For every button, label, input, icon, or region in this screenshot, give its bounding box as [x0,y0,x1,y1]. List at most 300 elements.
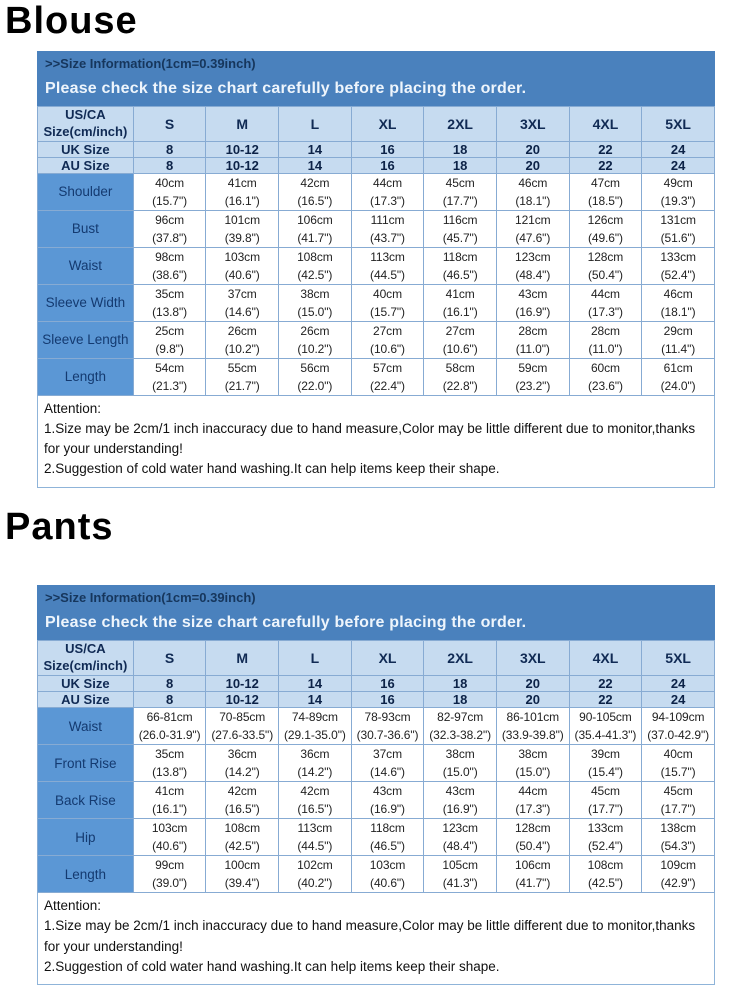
measurement-value [642,247,715,284]
measurement-label: Waist [38,247,134,284]
value-inch: (9.8") [155,341,184,356]
value-cm: 40cm [373,286,402,301]
value-cm: 82-97cm [437,710,484,725]
value-cm: 108cm [297,249,333,264]
value-inch: (46.5") [370,839,405,854]
banner-size-info: >>Size Information(1cm=0.39inch) [45,55,256,71]
measurement-value [496,210,569,247]
value-inch: (33.9-39.8") [501,728,564,743]
measurement-value [279,782,352,819]
value-inch: (47.6") [515,230,551,245]
measurement-row [38,856,715,893]
measurement-value [206,819,279,856]
measurement-value [569,819,642,856]
size-info-banner [37,51,715,106]
measurement-value [206,247,279,284]
measurement-value [133,745,206,782]
measurement-value [569,247,642,284]
value-inch: (23.6") [587,378,623,393]
banner-check-note: Please check the size chart carefully before placing the order. [45,79,527,97]
value-inch: (17.3") [370,193,405,208]
value-cm: 40cm [663,747,693,762]
measurement-label: Shoulder [38,173,134,210]
value-inch: (32.3-38.2") [429,728,492,743]
value-inch: (17.7") [587,802,623,817]
size-value: 18 [424,141,497,157]
row-label: AU Size [38,157,134,173]
value-cm: 43cm [373,784,402,799]
attention-line: 1.Size may be 2cm/1 inch inaccuracy due to hand measure,Color may be little different due to monitor,thanks for your understanding! [44,918,696,954]
value-cm: 42cm [300,175,330,190]
banner-size-info: >>Size Information(1cm=0.39inch) [45,590,256,606]
measurement-value [496,745,569,782]
measurement-value [496,247,569,284]
size-column-header: L [279,106,352,141]
value-cm: 35cm [155,747,185,762]
value-inch: (40.6") [370,876,405,891]
size-value: 18 [424,692,497,708]
size-value: 10-12 [206,692,279,708]
section-pants [0,505,750,986]
section-blouse [0,0,750,488]
measurement-value [133,358,206,395]
measurement-value [496,173,569,210]
measurement-value [279,173,352,210]
measurement-value [279,284,352,321]
attention-title: Attention: [44,898,102,914]
value-inch: (39.0") [152,876,188,891]
measurement-row [38,358,715,395]
measurement-value [424,247,497,284]
size-column-header: S [133,641,206,676]
value-inch: (44.5") [297,839,333,854]
row-label: UK Size [38,141,134,157]
value-inch: (16.9") [370,802,405,817]
value-inch: (30.7-36.6") [356,728,419,743]
value-inch: (42.5") [297,267,333,282]
measurement-row [38,173,715,210]
value-cm: 103cm [369,858,406,873]
value-inch: (17.3") [515,802,551,817]
size-value: 16 [351,676,424,692]
corner-line1: US/CA [65,106,106,122]
value-cm: 39cm [590,747,620,762]
value-cm: 96cm [155,212,185,227]
measurement-label: Hip [38,819,134,856]
value-cm: 121cm [515,212,551,227]
blouse-size-chart [37,51,715,488]
value-inch: (21.7") [224,378,260,393]
value-cm: 36cm [227,747,257,762]
value-inch: (40.6") [152,839,188,854]
value-inch: (46.5") [442,267,478,282]
value-inch: (22.8") [442,378,478,393]
measurement-value [569,782,642,819]
size-column-header: 5XL [642,106,715,141]
value-cm: 99cm [155,858,185,873]
value-cm: 28cm [590,323,620,338]
measurement-row [38,321,715,358]
value-cm: 78-93cm [364,710,411,725]
value-inch: (45.7") [442,230,478,245]
measurement-row [38,210,715,247]
value-cm: 116cm [442,212,478,227]
measurement-value [642,782,715,819]
value-inch: (11.0") [588,341,623,356]
value-cm: 27cm [445,323,475,338]
value-cm: 29cm [663,323,693,338]
size-value: 20 [496,157,569,173]
measurement-value [206,782,279,819]
measurement-value [133,173,206,210]
measurement-value [642,856,715,893]
value-inch: (15.7") [370,304,405,319]
value-cm: 123cm [442,821,478,836]
measurement-row [38,782,715,819]
value-cm: 44cm [590,286,620,301]
size-value: 24 [642,692,715,708]
measurement-value [351,782,424,819]
size-value: 24 [642,157,715,173]
size-column-header: 4XL [569,641,642,676]
pants-size-table [37,640,715,893]
size-column-header: S [133,106,206,141]
measurement-value [424,819,497,856]
value-cm: 44cm [518,784,548,799]
value-inch: (15.7") [152,193,188,208]
value-inch: (52.4") [587,839,623,854]
value-inch: (17.7") [442,193,478,208]
size-value: 22 [569,676,642,692]
value-inch: (41.7") [515,876,551,891]
measurement-value [279,210,352,247]
value-inch: (15.0") [515,765,551,780]
size-column-header: 5XL [642,641,715,676]
measurement-value [351,745,424,782]
size-column-header: M [206,106,279,141]
size-value: 14 [279,141,352,157]
size-column-header: M [206,641,279,676]
value-cm: 55cm [227,360,257,375]
value-cm: 59cm [518,360,548,375]
value-inch: (18.1") [660,304,696,319]
value-cm: 45cm [663,784,693,799]
measurement-value [133,708,206,745]
value-cm: 49cm [663,175,693,190]
measurement-value [642,210,715,247]
value-cm: 38cm [300,286,330,301]
measurement-value [642,745,715,782]
value-cm: 113cm [370,249,405,264]
size-value: 16 [351,157,424,173]
measurement-value [133,819,206,856]
value-inch: (15.0") [442,765,478,780]
attention-note [37,893,715,985]
value-inch: (44.5") [370,267,405,282]
value-cm: 105cm [442,858,478,873]
measurement-value [424,745,497,782]
value-cm: 46cm [663,286,693,301]
value-cm: 100cm [224,858,260,873]
measurement-row [38,284,715,321]
value-inch: (10.2") [224,341,260,356]
measurement-value [133,321,206,358]
value-cm: 38cm [518,747,548,762]
measurement-row [38,708,715,745]
measurement-value [351,210,424,247]
value-cm: 108cm [587,858,624,873]
row-label: AU Size [38,692,134,708]
value-inch: (16.5") [297,802,333,817]
row-label: UK Size [38,676,134,692]
value-inch: (50.4") [515,839,551,854]
measurement-value [424,210,497,247]
value-cm: 108cm [224,821,260,836]
value-cm: 106cm [515,858,551,873]
value-cm: 113cm [297,821,333,836]
value-cm: 41cm [445,286,475,301]
value-inch: (14.6") [370,765,405,780]
value-inch: (11.4") [661,341,696,356]
size-column-header: 2XL [424,106,497,141]
uk-size-row [38,676,715,692]
value-inch: (41.3") [442,876,478,891]
measurement-label: Front Rise [38,745,134,782]
value-inch: (14.2") [224,765,260,780]
value-inch: (15.4") [587,765,623,780]
value-cm: 54cm [155,360,185,375]
value-inch: (37.0-42.9") [647,728,709,743]
pants-size-chart [37,585,715,985]
size-value: 18 [424,157,497,173]
corner-label [38,106,134,141]
value-inch: (52.4") [660,267,696,282]
measurement-value [279,321,352,358]
measurement-value [351,856,424,893]
measurement-value [279,856,352,893]
value-cm: 94-109cm [651,710,705,725]
value-cm: 58cm [445,360,475,375]
value-cm: 106cm [297,212,333,227]
value-cm: 27cm [373,323,402,338]
size-value: 24 [642,141,715,157]
value-inch: (51.6") [660,230,696,245]
size-value: 20 [496,141,569,157]
size-info-banner [37,585,715,640]
attention-line: 1.Size may be 2cm/1 inch inaccuracy due to hand measure,Color may be little different due to monitor,thanks for your understanding! [44,420,696,457]
value-inch: (43.7") [370,230,405,245]
value-cm: 60cm [590,360,620,375]
size-value: 10-12 [206,157,279,173]
size-value: 8 [133,676,206,692]
size-value: 14 [279,676,352,692]
blouse-size-table [37,106,715,396]
size-value: 20 [496,692,569,708]
value-inch: (54.3") [660,839,696,854]
value-inch: (21.3") [152,378,188,393]
value-inch: (26.0-31.9") [138,728,201,743]
value-inch: (10.6") [370,341,405,356]
value-inch: (35.4-41.3") [574,728,637,743]
value-inch: (10.2") [297,341,333,356]
value-cm: 26cm [227,323,257,338]
value-inch: (41.7") [297,230,333,245]
measurement-value [206,708,279,745]
measurement-value [279,247,352,284]
value-cm: 118cm [442,249,478,264]
measurement-value [351,321,424,358]
value-cm: 101cm [224,212,260,227]
measurement-value [424,284,497,321]
measurement-label: Sleeve Length [38,321,134,358]
value-cm: 102cm [297,858,333,873]
measurement-value [424,708,497,745]
au-size-row [38,157,715,173]
value-inch: (18.1") [515,193,551,208]
value-inch: (24.0") [660,378,696,393]
value-cm: 40cm [155,175,185,190]
value-inch: (27.6-33.5") [211,728,274,743]
value-inch: (40.2") [297,876,333,891]
value-inch: (13.8") [152,304,188,319]
measurement-value [133,856,206,893]
value-cm: 103cm [151,821,188,836]
measurement-value [279,708,352,745]
value-inch: (42.9") [660,876,696,891]
measurement-value [133,210,206,247]
measurement-value [133,247,206,284]
value-cm: 43cm [518,286,548,301]
value-cm: 70-85cm [219,710,266,725]
banner-check-note: Please check the size chart carefully before placing the order. [45,614,527,632]
value-inch: (14.6") [224,304,260,319]
size-column-header: XL [351,641,424,676]
measurement-value [496,782,569,819]
value-cm: 26cm [300,323,330,338]
measurement-label: Sleeve Width [38,284,134,321]
value-cm: 111cm [370,212,405,227]
corner-line1: US/CA [65,641,106,657]
size-value: 8 [133,157,206,173]
measurement-value [206,210,279,247]
value-inch: (16.9") [515,304,551,319]
attention-line: 2.Suggestion of cold water hand washing.It can help items keep their shape. [44,461,500,477]
value-inch: (16.1") [152,802,188,817]
measurement-value [279,745,352,782]
value-inch: (16.1") [442,304,478,319]
measurement-value [496,358,569,395]
value-inch: (18.5") [587,193,623,208]
value-inch: (29.1-35.0") [283,728,346,743]
uk-size-row [38,141,715,157]
value-cm: 42cm [300,784,330,799]
value-inch: (50.4") [587,267,623,282]
size-value: 8 [133,692,206,708]
value-cm: 103cm [224,249,260,264]
measurement-value [351,173,424,210]
measurement-value [424,782,497,819]
measurement-label: Back Rise [38,782,134,819]
value-cm: 118cm [370,821,405,836]
measurement-value [351,247,424,284]
section-title-blouse: Blouse [5,0,138,42]
corner-label [38,641,134,676]
value-inch: (22.0") [297,378,333,393]
measurement-value [133,782,206,819]
measurement-label: Bust [38,210,134,247]
measurement-value [642,173,715,210]
value-cm: 86-101cm [506,710,560,725]
measurement-value [206,284,279,321]
value-cm: 46cm [518,175,548,190]
value-cm: 38cm [445,747,475,762]
value-inch: (42.5") [224,839,260,854]
measurement-value [424,173,497,210]
measurement-value [642,708,715,745]
measurement-value [569,173,642,210]
value-inch: (42.5") [587,876,623,891]
value-cm: 109cm [660,858,696,873]
measurement-value [206,321,279,358]
au-size-row [38,692,715,708]
size-value: 18 [424,676,497,692]
size-header-row [38,641,715,676]
attention-title: Attention: [44,400,102,416]
size-value: 14 [279,692,352,708]
size-value: 20 [496,676,569,692]
value-cm: 123cm [515,249,551,264]
measurement-value [206,173,279,210]
value-cm: 98cm [155,249,185,264]
corner-line2: Size(cm/inch) [43,658,128,674]
measurement-value [496,819,569,856]
value-inch: (10.6") [442,341,478,356]
value-cm: 44cm [373,175,402,190]
measurement-value [496,856,569,893]
size-value: 8 [133,141,206,157]
measurement-value [133,284,206,321]
value-inch: (48.4") [515,267,551,282]
value-inch: (13.8") [152,765,188,780]
size-column-header: XL [351,106,424,141]
attention-note [37,396,715,488]
value-inch: (19.3") [660,193,696,208]
size-value: 22 [569,692,642,708]
measurement-value [569,745,642,782]
value-cm: 43cm [445,784,475,799]
measurement-value [569,321,642,358]
value-inch: (23.2") [515,378,551,393]
size-value: 10-12 [206,141,279,157]
value-cm: 133cm [660,249,696,264]
value-inch: (39.4") [224,876,260,891]
measurement-label: Waist [38,708,134,745]
value-cm: 28cm [518,323,548,338]
measurement-label: Length [38,358,134,395]
attention-line: 2.Suggestion of cold water hand washing.It can help items keep their shape. [44,958,500,974]
value-inch: (38.6") [152,267,188,282]
measurement-value [642,819,715,856]
value-inch: (15.0") [297,304,333,319]
value-inch: (22.4") [370,378,405,393]
size-column-header: L [279,641,352,676]
value-inch: (39.8") [224,230,260,245]
value-cm: 133cm [587,821,624,836]
measurement-label: Length [38,856,134,893]
measurement-value [351,819,424,856]
value-inch: (16.9") [442,802,478,817]
measurement-value [496,321,569,358]
